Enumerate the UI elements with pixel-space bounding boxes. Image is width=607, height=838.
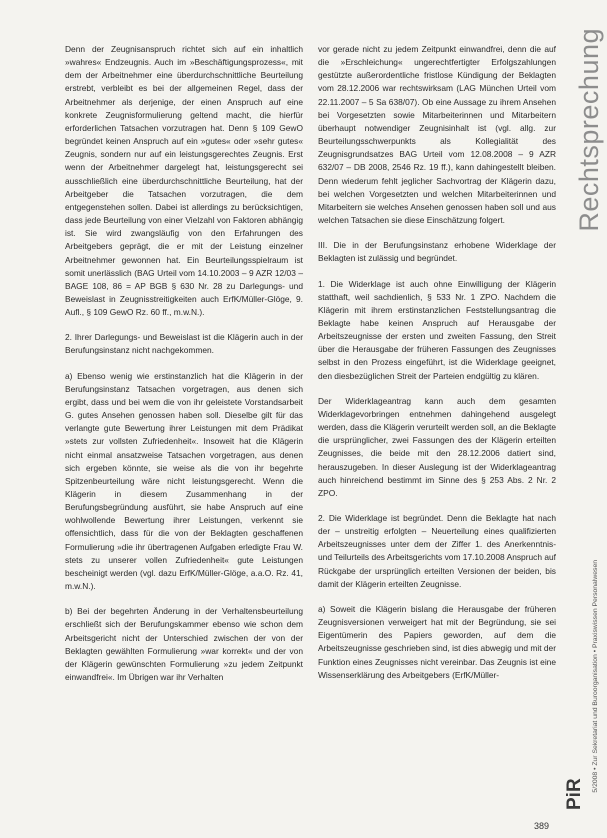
section-tab-rechtsprechung: Rechtsprechung: [574, 28, 604, 232]
paragraph: III. Die in der Berufungsinstanz erhobene Widerklage der Beklagten ist zulässig und begründet.: [318, 240, 556, 264]
page-number: 389: [534, 821, 550, 831]
paragraph: 2. Ihrer Darlegungs- und Beweislast ist die Klägerin auch in der Berufungsinstanz nicht nachgekommen.: [65, 332, 303, 356]
paragraph: 2. Die Widerklage ist begründet. Denn die Beklagte hat nach der – unstreitig erfolgten – Neuerteilung eines qualifizierten Arbeitszeugnisses unter dem der Ziffer 1. des Anerkenntnis- und Teilurteils des Arbeitsgerichts vom 17.10.2008 Anspruch auf Rückgabe der ursprünglich erteilten Versionen der beiden, bis damit der Klägerin erteilten Zeugnisse.: [318, 513, 556, 589]
paragraph: b) Bei der begehrten Änderung in der Verhaltensbeurteilung erschließt sich der Berufungskammer ebenso wie schon dem Arbeitsgericht nicht der Unterschied zwischen der von der Beklagten gewählten Formulierung »war korrekt« und der von der Klägerin gewünschten Formulierung »zu jedem Zeitpunkt einwandfrei«. Im Übrigen war ihr Verhalten: [65, 606, 303, 683]
text-column-right: [318, 43, 556, 691]
journal-logo: PiR: [564, 778, 585, 810]
paragraph: 1. Die Widerklage ist auch ohne Einwilligung der Klägerin statthaft, weil sachdienlich, § 533 Nr. 1 ZPO. Nachdem die Klägerin mit ihrem erstinstanzlichen Feststellungsantrag die Beklagte habe keinen Anspruch auf Herausgabe der Arbeitszeugnisse der ersten und zweiten Fassung, den Streit über die Herausgabe der früheren Fassungen des Zeugnisses selbst in den Prozess eingeführt, ist die Widerklage geeignet, den diesbezüglichen Streit der Parteien endgültig zu klären.: [318, 278, 556, 381]
paragraph: Denn der Zeugnisanspruch richtet sich auf ein inhaltlich »wahres« Endzeugnis. Auch im »Beschäftigungsprozess«, mit dem der Arbeitnehmer eine überdurchschnittliche Beurteilung erstrebt, verbleibt es bei der allgemeinen Regel, dass der Arbeitnehmer als derjenige, der einen Anspruch auf eine konkrete Zeugnisformulierung geltend macht, die hierfür erforderlichen Tatsachen vorzutragen hat. Denn § 109 GewO begründet keinen Anspruch auf ein »gutes« oder »sehr gutes« Zeugnis, sondern nur auf ein leistungsgerechtes Zeugnis. Erst wenn der Arbeitnehmer dargelegt hat, leistungsgerecht sei ausschließlich eine überdurchschnittliche Beurteilung, hat der Arbeitgeber die Tatsachen vorzutragen, die dem entgegenstehen sollen. Dabei ist allerdings zu berücksichtigen, dass jede Beurteilung von einer Vielzahl von Faktoren abhängig ist. Sie wird zwangsläufig von den Erfahrungen des Arbeitgebers geprägt, die er mit der Leistung einzelner Arbeitnehmer gewonnen hat. Ein Beurteilungsspielraum ist somit unerlässlich (BAG Urteil vom 14.10.2003 – 9 AZR 12/03 – BAGE 108, 86 = AP BGB § 630 Nr. 28 zu Darlegungs- und Beweislast in Zeugnisstreitigkeiten auch ErfK/Müller-Glöge, 9. Aufl., § 109 GewO Rz. 60 ff., m.w.N.).: [65, 44, 303, 318]
paragraph: vor gerade nicht zu jedem Zeitpunkt einwandfrei, denn die auf die »Erschleichung« ungerechtfertigter Erfolgszahlungen gestützte außerordentliche fristlose Kündigung der Beklagten vom 28.12.2006 war rechtswirksam (LAG München Urteil vom 22.11.2007 – 5 Sa 638/07). Ob eine Aussage zu ihrem Ansehen bei Vorgesetzten sowie Mitarbeiterinnen und Mitarbeitern überhaupt notwendiger Zeugnisinhalt ist (vgl. allg. zur Beurteilungsschwerpunkts als Kollegialität des Zeugnisgrundsatzes BAG Urteil vom 12.08.2008 – 9 AZR 632/07 – DB 2008, 2546 Rz. 19 ff.), kann dahingestellt bleiben. Denn wiederum fehlt jeglicher Sachvortrag der Klägerin dazu, bei welchen Vorgesetzten und welchen Mitarbeiterinnen und Mitarbeitern sie welches Ansehen genossen haben soll und aus welchen Tatsachen sie diese Einschätzung folgert.: [318, 44, 556, 226]
paragraph: Der Widerklageantrag kann auch dem gesamten Widerklagevorbringen entnehmen dahingehend ausgelegt werden, dass die Klägerin verurteilt werden soll, an die Beklagte die ursprünglicher, zwei Fassungen des der Klägerin erteilten Zeugnisses, die beide mit den 28.12.2006 datiert sind, herauszugeben. In dieser Auslegung ist der Widerklageantrag auch hinreichend bestimmt im Sinne des § 253 Abs. 2 Nr. 2 ZPO.: [318, 395, 556, 498]
running-footer: 5/2008 • Zur Sekretariat und Buroorganisation • Praxiswissen Personalwesen: [592, 560, 599, 793]
paragraph: a) Soweit die Klägerin bislang die Herausgabe der früheren Zeugnisversionen verweigert hat mit der Begründung, sie sei Eigentümerin des Papiers geworden, auf dem die Arbeitszeugnisse geschrieben sind, ist dies abwegig und mit der Funktion eines Zeugnisses nicht vereinbar. Das Zeugnis ist eine Wissenserklärung des Arbeitgebers (ErfK/Müller-: [318, 603, 556, 680]
text-column-left: [65, 43, 303, 693]
paragraph: a) Ebenso wenig wie erstinstanzlich hat die Klägerin in der Berufungsinstanz Tatsachen vorgetragen, aus denen sich ergibt, dass und bei wem die von ihr geleistete Vorstandsarbeit G. gutes Ansehen genossen haben soll. Dieselbe gilt für das verlangte gute Bewertung ihrer Leistungen mit dem Prädikat »stets zur vollsten Zufriedenheit«. Insoweit hat die Klägerin nicht einmal ansatzweise Tatsachen vorgetragen, aus denen sich ergeben könnte, sie weise als die von ihr begehrte Spitzenbeurteilung wäre nicht leistungsgerecht. Wenn die Klägerin in diesem Zusammenhang in der Berufungsbegründung ausführt, sie habe Anspruch auf eine wohlwollende Bewertung ihrer Leistungen, verkennt sie offensichtlich, dass für die von der Beklagten geschaffenen Formulierung »die ihr übertragenen Aufgaben erledigte Frau W. stets zu unserer vollen Zufriedenheit« gute Leistungen bescheinigt werden (vgl. dazu ErfK/Müller-Glöge, a.a.O. Rz. 41, m.w.N.).: [65, 370, 303, 592]
